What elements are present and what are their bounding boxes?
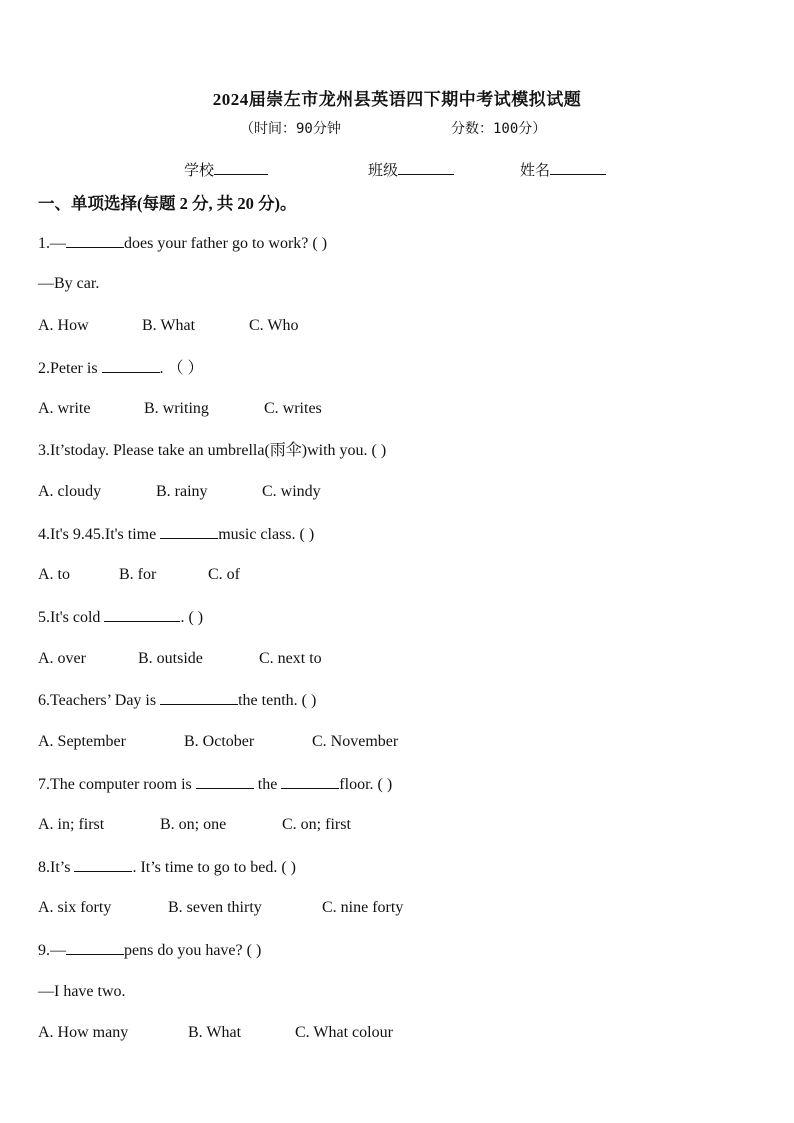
question-1-option-c[interactable]: C. Who <box>249 317 299 334</box>
question-6-text-start: 6.Teachers’ Day is <box>38 692 161 709</box>
question-1-text-end: does your father go to work? ( ) <box>124 235 328 252</box>
question-8-text-end: . It’s time to go to bed. ( ) <box>132 859 296 876</box>
question-4-text-start: 4.It's 9.45.It's time <box>38 526 161 543</box>
question-9-option-c[interactable]: C. What colour <box>295 1024 393 1041</box>
question-8-option-b[interactable]: B. seven thirty <box>168 899 262 916</box>
question-7-option-b[interactable]: B. on; one <box>160 816 227 833</box>
question-4-option-b[interactable]: B. for <box>119 566 157 583</box>
question-8-option-a[interactable]: A. six forty <box>38 899 112 916</box>
question-9-stem <box>38 940 261 961</box>
question-1-option-b[interactable]: B. What <box>142 317 196 334</box>
question-7-option-c[interactable]: C. on; first <box>282 816 351 833</box>
question-7-stem <box>38 774 392 795</box>
question-3-option-b[interactable]: B. rainy <box>156 483 208 500</box>
question-6-option-a[interactable]: A. September <box>38 733 126 750</box>
question-5-text-end: . ( ) <box>180 609 204 626</box>
question-1-blank[interactable] <box>66 233 124 248</box>
question-1-options <box>38 316 298 336</box>
question-4-text-end: music class. ( ) <box>218 526 315 543</box>
school-blank[interactable] <box>214 160 268 175</box>
class-field <box>368 159 454 180</box>
question-9-option-b[interactable]: B. What <box>188 1024 242 1041</box>
school-field <box>184 159 268 180</box>
name-label: 姓名 <box>520 163 551 179</box>
question-5-blank[interactable] <box>104 607 180 622</box>
question-7-options <box>38 815 351 835</box>
question-4-option-c[interactable]: C. of <box>208 566 240 583</box>
question-2-option-c[interactable]: C. writes <box>264 400 322 417</box>
question-5-options <box>38 649 322 669</box>
class-label: 班级 <box>368 163 399 179</box>
question-4-blank[interactable] <box>160 524 218 539</box>
question-1-option-a[interactable]: A. How <box>38 317 89 334</box>
question-6-option-b[interactable]: B. October <box>184 733 255 750</box>
question-2-blank[interactable] <box>102 358 160 373</box>
question-2-text-end: . （ ） <box>159 360 204 377</box>
question-7-option-a[interactable]: A. in; first <box>38 816 105 833</box>
question-5-text-start: 5.It's cold <box>38 609 105 626</box>
class-blank[interactable] <box>398 160 454 175</box>
exam-score: 分数：100分） <box>451 121 547 137</box>
question-5-option-c[interactable]: C. next to <box>259 650 322 667</box>
question-2-stem <box>38 358 204 379</box>
question-6-options <box>38 732 398 752</box>
question-9-options <box>38 1023 393 1043</box>
school-label: 学校 <box>184 163 215 179</box>
question-9-blank[interactable] <box>66 940 124 955</box>
question-9-option-a[interactable]: A. How many <box>38 1024 129 1041</box>
question-2-options <box>38 399 322 419</box>
question-8-stem <box>38 857 296 878</box>
question-1-text-start: 1.— <box>38 235 66 252</box>
question-9-text-start: 9.— <box>38 942 66 959</box>
question-6-blank[interactable] <box>160 690 238 705</box>
question-2-option-a[interactable]: A. write <box>38 400 91 417</box>
name-blank[interactable] <box>550 160 606 175</box>
question-5-option-a[interactable]: A. over <box>38 650 86 667</box>
question-5-stem <box>38 607 203 628</box>
question-8-options <box>38 898 403 918</box>
page-title: 2024届崇左市龙州县英语四下期中考试模拟试题 <box>212 90 582 109</box>
question-8-text-start: 8.It’s <box>38 859 75 876</box>
question-3-option-a[interactable]: A. cloudy <box>38 483 102 500</box>
question-1-stem <box>38 233 327 254</box>
question-1-dialog: —By car. <box>38 275 100 292</box>
question-2-option-b[interactable]: B. writing <box>144 400 209 417</box>
section-heading: 一、单项选择(每题 2 分, 共 20 分)。 <box>38 194 297 213</box>
question-6-stem <box>38 690 316 711</box>
question-9-text-end: pens do you have? ( ) <box>124 942 262 959</box>
question-3-option-c[interactable]: C. windy <box>262 483 321 500</box>
question-5-option-b[interactable]: B. outside <box>138 650 203 667</box>
name-field <box>520 159 606 180</box>
question-9-dialog: —I have two. <box>38 983 126 1000</box>
question-7-blank-1[interactable] <box>196 774 254 789</box>
exam-time: （时间：90分钟 <box>240 121 341 137</box>
question-4-options <box>38 565 240 585</box>
question-4-option-a[interactable]: A. to <box>38 566 70 583</box>
question-7-blank-2[interactable] <box>281 774 339 789</box>
question-6-option-c[interactable]: C. November <box>312 733 399 750</box>
question-6-text-end: the tenth. ( ) <box>238 692 317 709</box>
question-7-text-end: floor. ( ) <box>339 776 393 793</box>
question-8-option-c[interactable]: C. nine forty <box>322 899 404 916</box>
question-7-text-start: 7.The computer room is <box>38 776 196 793</box>
question-8-blank[interactable] <box>74 857 132 872</box>
question-7-text-mid: the <box>253 776 282 793</box>
question-3-options <box>38 482 321 502</box>
question-4-stem <box>38 524 314 545</box>
question-2-text-start: 2.Peter is <box>38 360 102 377</box>
question-3-stem: 3.It’stoday. Please take an umbrella(雨伞)with you. ( ) <box>38 442 387 459</box>
